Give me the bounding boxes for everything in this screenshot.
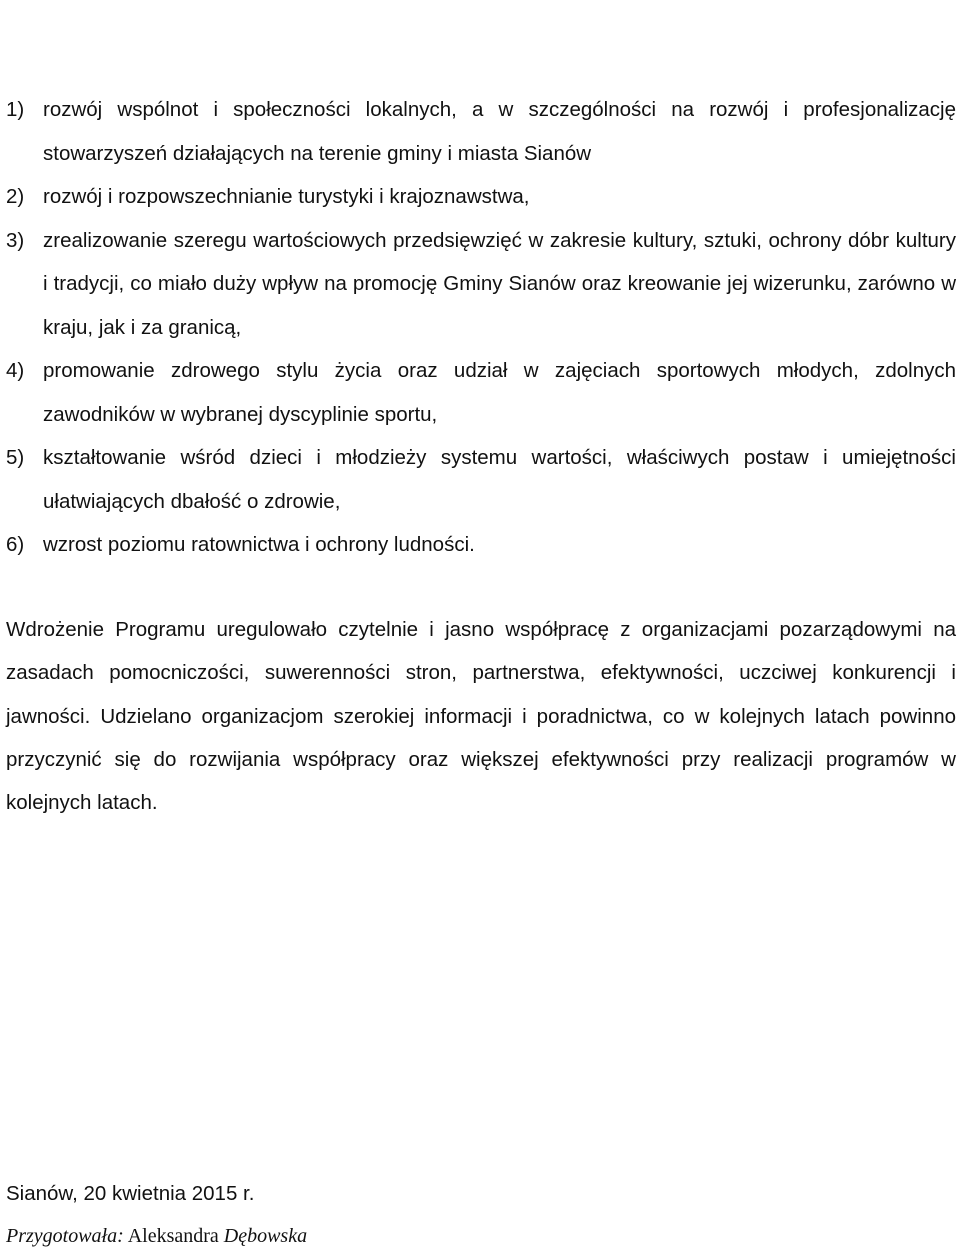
list-item: [6, 88, 956, 175]
author-first-name: Aleksandra: [127, 1225, 219, 1247]
list-item-text: wzrost poziomu ratownictwa i ochrony ludności.: [43, 533, 475, 556]
list-item-number: 3): [6, 228, 25, 252]
list-item-text: kształtowanie wśród dzieci i młodzieży systemu wartości, właściwych postaw i umiejętności ułatwiających dbałość o zdrowie,: [43, 446, 956, 513]
prepared-by-label: Przygotowała:: [6, 1225, 124, 1247]
list-item: [6, 523, 956, 567]
list-item-number: 5): [6, 446, 25, 469]
list-item: [6, 175, 956, 219]
list-item-number: 4): [6, 359, 25, 382]
place-and-date: Sianów, 20 kwietnia 2015 r.: [6, 1182, 255, 1205]
list-item-number: 2): [6, 185, 25, 208]
summary-paragraph: Wdrożenie Programu uregulowało czytelnie i jasno współpracę z organizacjami pozarządowymi na zasadach pomocniczości, suwerenności stron, partnerstwa, efektywności, uczciwej konkurencji i jawności. Udzielano organizacjom szerokiej informacji i poradnictwa, co w kolejnych latach powinno przyczynić się do rozwijania współpracy oraz większej efektywności przy realizacji programów w kolejnych latach.: [6, 618, 956, 815]
list-item-number: 1): [6, 98, 25, 121]
list-item-text: rozwój wspólnot i społeczności lokalnych, a w szczególności na rozwój i profesjonalizację stowarzyszeń działających na terenie gminy i miasta Sianów: [43, 98, 956, 165]
list-item-number: 6): [6, 533, 25, 556]
prepared-by-line: [6, 1218, 307, 1254]
list-item-text: zrealizowanie szeregu wartościowych przedsięwzięć w zakresie kultury, sztuki, ochrony dóbr kultury i tradycji, co miało duży wpływ na promocję Gminy Sianów oraz kreowanie jej wizerunku, zarówno w kraju, jak i za granicą,: [43, 228, 956, 339]
author-last-name: Dębowska: [223, 1225, 308, 1247]
list-item: [6, 219, 956, 350]
list-item-text: promowanie zdrowego stylu życia oraz udział w zajęciach sportowych młodych, zdolnych zawodników w wybranej dyscyplinie sportu,: [43, 359, 956, 426]
list-item-text: rozwój i rozpowszechnianie turystyki i krajoznawstwa,: [43, 185, 530, 208]
goals-list: [6, 88, 956, 567]
list-item: [6, 349, 956, 436]
list-item: [6, 436, 956, 523]
